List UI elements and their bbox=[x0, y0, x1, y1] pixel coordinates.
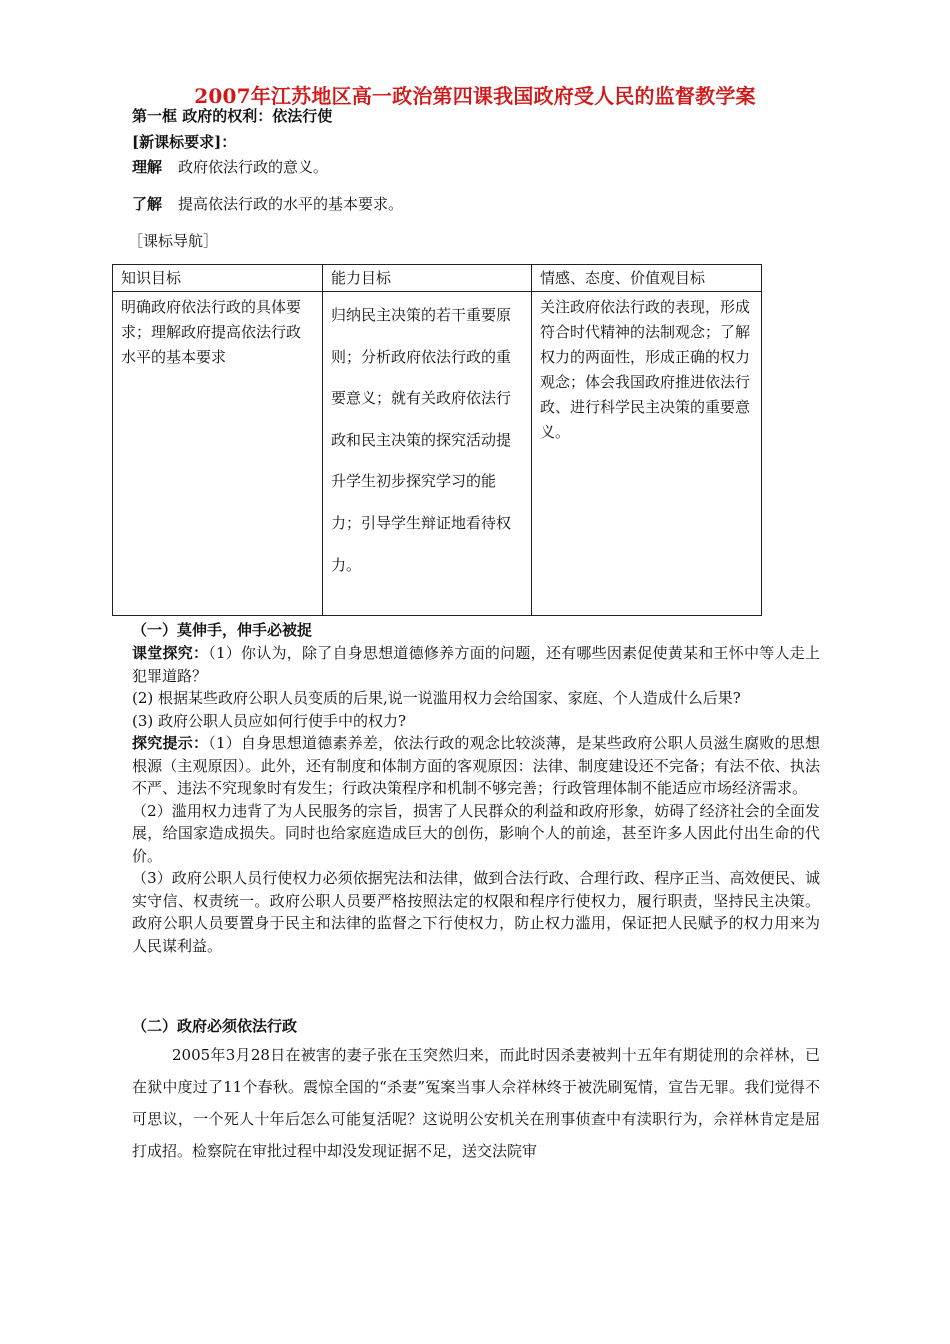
cell-ability: 归纳民主决策的若干重要原则；分析政府依法行政的重要意义；就有关政府依法行政和民主决策的探究活动提升学生初步探究学习的能力；引导学生辩证地看待权力。 bbox=[323, 292, 532, 616]
goals-table bbox=[112, 264, 762, 616]
classroom-question-2: (2) 根据某些政府公职人员变质的后果,说一说滥用权力会给国家、家庭、个人造成什么后果? bbox=[132, 689, 741, 707]
classroom-question-1 bbox=[132, 642, 820, 687]
requirement-text: 政府依法行政的意义。 bbox=[178, 158, 329, 176]
header-attitude: 情感、态度、价值观目标 bbox=[532, 265, 762, 292]
part2-heading: （二）政府必须依法行政 bbox=[132, 1017, 298, 1035]
table-row bbox=[113, 292, 762, 616]
case-paragraph: 2005年3月28日在被害的妻子张在玉突然归来，而此时因杀妻被判十五年有期徒刑的佘祥林，已在狱中度过了11个春秋。震惊全国的“杀妻”冤案当事人佘祥林终于被洗刷冤情，宣告无罪。我们觉得不可思议，一个死人十年后怎么可能复活呢？这说明公安机关在刑事侦查中有渎职行为，佘祥林肯定是屈打成招。检察院在审批过程中却没发现证据不足，送交法院审 bbox=[132, 1046, 820, 1160]
nav-heading: ［课标导航］ bbox=[128, 232, 219, 250]
header-ability: 能力目标 bbox=[323, 265, 532, 292]
cell-knowledge: 明确政府依法行政的具体要求；理解政府提高依法行政水平的基本要求 bbox=[113, 292, 323, 616]
part1-heading: （一）莫伸手，伸手必被捉 bbox=[132, 621, 313, 639]
hint-text: （1）自身思想道德素养差，依法行政的观念比较淡薄，是某些政府公职人员滋生腐败的思想根源（主观原因）。此外，还有制度和体制方面的客观原因：法律、制度建设还不完备；有法不依、执法不严、违法不究现象时有发生；行政决策程序和机制不够完善；行政管理体制不能适应市场经济需求。 bbox=[132, 734, 820, 797]
table-header-row bbox=[113, 265, 762, 292]
cell-attitude: 关注政府依法行政的表现，形成符合时代精神的法制观念；了解权力的两面性，形成正确的权力观念；体会我国政府推进依法行政、进行科学民主决策的重要意义。 bbox=[532, 292, 762, 616]
requirement-understand bbox=[132, 156, 328, 178]
header-knowledge: 知识目标 bbox=[113, 265, 323, 292]
hint-paragraph-2: （2）滥用权力违背了为人民服务的宗旨，损害了人民群众的利益和政府形象，妨碍了经济社会的全面发展，给国家造成损失。同时也给家庭造成巨大的创伤，影响个人的前途，甚至许多人因此付出生命的代价。 bbox=[132, 801, 820, 865]
classroom-label: 课堂探究： bbox=[132, 644, 209, 662]
classroom-question-3: (3) 政府公职人员应如何行使手中的权力? bbox=[132, 711, 407, 730]
document-title: 2007年江苏地区高一政治第四课我国政府受人民的监督教学案 bbox=[194, 84, 756, 108]
requirement-term: 理解 bbox=[132, 158, 163, 176]
requirement-term: 了解 bbox=[132, 195, 163, 213]
section-heading: 第一框 政府的权利：依法行使 bbox=[132, 107, 333, 125]
hint-label: 探究提示： bbox=[132, 734, 209, 752]
requirements-heading: [新课标要求]： bbox=[132, 133, 237, 151]
hint-paragraph-1 bbox=[132, 732, 820, 800]
classroom-inquiry bbox=[132, 642, 820, 957]
requirement-know bbox=[132, 193, 403, 215]
question-text: （1）你认为，除了自身思想道德修养方面的问题，还有哪些因素促使黄某和王怀中等人走上犯罪道路？ bbox=[132, 644, 820, 685]
hint-paragraph-3: （3）政府公职人员行使权力必须依据宪法和法律，做到合法行政、合理行政、程序正当、高效便民、诚实守信、权责统一。政府公职人员要严格按照法定的权限和程序行使权力，履行职责，坚持民主决策。政府公职人员要置身于民主和法律的监督之下行使权力，防止权力滥用，保证把人民赋予的权力用来为人民谋利益。 bbox=[132, 869, 820, 955]
requirement-text: 提高依法行政的水平的基本要求。 bbox=[178, 195, 404, 213]
